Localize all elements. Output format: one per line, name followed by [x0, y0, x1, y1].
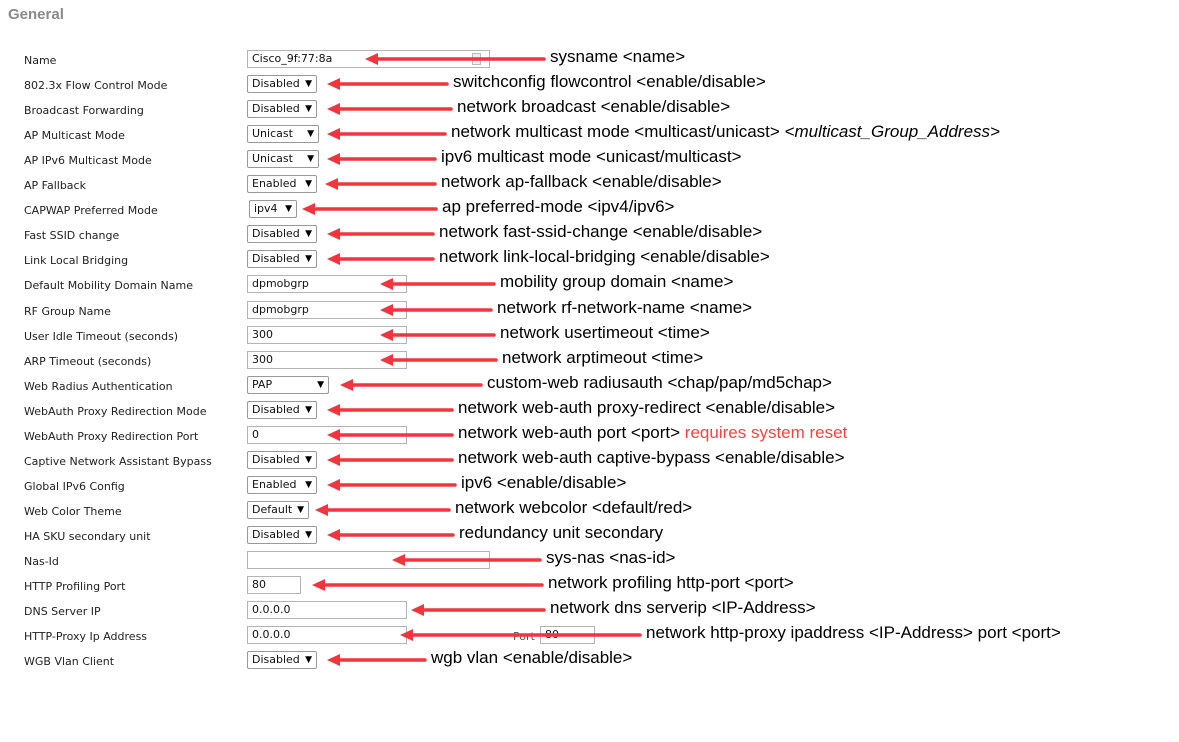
control-value: PAP: [252, 378, 273, 391]
form-row: [0, 173, 1179, 198]
cli-command-annotation: [646, 623, 1061, 643]
field-label: Captive Network Assistant Bypass: [24, 455, 212, 468]
control-value: Disabled: [252, 102, 300, 115]
form-row: [0, 148, 1179, 173]
cli-command-annotation: [431, 648, 632, 668]
cli-command-annotation: [451, 122, 1000, 142]
form-row: [0, 248, 1179, 273]
control-value: Disabled: [252, 403, 300, 416]
cli-command-text: network arptimeout <time>: [502, 348, 704, 367]
cli-command-annotation: [550, 47, 685, 67]
cli-command-text: sysname <name>: [550, 47, 686, 66]
control-value: Disabled: [252, 528, 300, 541]
cli-command-text: network profiling http-port <port>: [548, 573, 794, 592]
form-row: [0, 73, 1179, 98]
cli-command-text: network web-auth port <port>: [458, 423, 685, 442]
chevron-down-icon: ▼: [305, 655, 312, 665]
form-row: [0, 349, 1179, 374]
capwap-preferred-mode-select[interactable]: [249, 200, 297, 218]
chevron-down-icon: ▼: [305, 229, 312, 239]
cli-command-text: network usertimeout <time>: [500, 323, 710, 342]
cli-command-text: custom-web radiusauth <chap/pap/md5chap>: [487, 373, 832, 392]
form-row: [0, 574, 1179, 599]
cli-command-text: mobility group domain <name>: [500, 272, 734, 291]
ap-ipv6-multicast-mode-select[interactable]: [247, 150, 319, 168]
webauth-proxy-redirection-port-input[interactable]: [247, 426, 407, 444]
chevron-down-icon: ▼: [317, 380, 324, 390]
field-label: WGB Vlan Client: [24, 655, 115, 668]
chevron-down-icon: ▼: [307, 129, 314, 139]
control-value: 0.0.0.0: [252, 628, 291, 641]
http-proxy-port-input[interactable]: [540, 626, 595, 644]
form-row: [0, 98, 1179, 123]
ap-fallback-select[interactable]: [247, 175, 317, 193]
form-row: [0, 223, 1179, 248]
form-row: [0, 449, 1179, 474]
control-value: 80: [545, 628, 559, 641]
field-label: DNS Server IP: [24, 605, 101, 618]
form-row: [0, 399, 1179, 424]
field-label: WebAuth Proxy Redirection Mode: [24, 405, 207, 418]
section-title: General: [8, 6, 64, 23]
control-value: dpmobgrp: [252, 277, 309, 290]
cli-command-annotation: [500, 272, 733, 292]
cli-command-annotation: [459, 523, 663, 543]
form-row: [0, 424, 1179, 449]
cli-command-annotation: [500, 323, 710, 343]
form-row: [0, 599, 1179, 624]
chevron-down-icon: ▼: [307, 154, 314, 164]
cli-command-text: network web-auth captive-bypass <enable/disable>: [458, 448, 845, 467]
field-label: Broadcast Forwarding: [24, 104, 144, 117]
cli-command-text: network ap-fallback <enable/disable>: [441, 172, 722, 191]
form-row: [0, 549, 1179, 574]
field-label: CAPWAP Preferred Mode: [24, 204, 158, 217]
input-scroll-icon: [472, 53, 481, 65]
field-label: ARP Timeout (seconds): [24, 355, 152, 368]
cli-command-annotation: [458, 448, 845, 468]
control-value: ipv4: [254, 202, 278, 215]
cli-command-text: ipv6 multicast mode <unicast/multicast>: [441, 147, 742, 166]
chevron-down-icon: ▼: [305, 530, 312, 540]
wgb-vlan-client-select[interactable]: [247, 651, 317, 669]
cli-command-annotation: [546, 548, 675, 568]
field-label: HTTP Profiling Port: [24, 580, 126, 593]
field-label: HA SKU secondary unit: [24, 530, 151, 543]
name-input[interactable]: [247, 50, 490, 68]
http-proxy-ip-address-input[interactable]: [247, 626, 407, 644]
cli-command-annotation: [455, 498, 692, 518]
cli-command-annotation: [497, 298, 752, 318]
form-row: [0, 624, 1179, 649]
cli-command-text: redundancy unit secondary: [459, 523, 664, 542]
chevron-down-icon: ▼: [305, 405, 312, 415]
form-row: [0, 499, 1179, 524]
user-idle-timeout-seconds-input[interactable]: [247, 326, 407, 344]
chevron-down-icon: ▼: [297, 505, 304, 515]
cli-command-text: ap preferred-mode <ipv4/ipv6>: [442, 197, 675, 216]
http-profiling-port-input[interactable]: [247, 576, 301, 594]
cli-command-annotation: [461, 473, 626, 493]
control-value: Unicast: [252, 152, 293, 165]
form-row: [0, 649, 1179, 674]
form-row: [0, 324, 1179, 349]
cli-command-text: wgb vlan <enable/disable>: [431, 648, 633, 667]
cli-command-annotation: [453, 72, 766, 92]
field-label: Fast SSID change: [24, 229, 120, 242]
global-ipv6-config-select[interactable]: [247, 476, 317, 494]
dns-server-ip-input[interactable]: [247, 601, 407, 619]
field-label: User Idle Timeout (seconds): [24, 330, 179, 343]
control-value: 0.0.0.0: [252, 603, 291, 616]
field-label: Name: [24, 54, 57, 67]
field-label: Default Mobility Domain Name: [24, 279, 194, 292]
cli-command-text: network http-proxy ipaddress <IP-Address> port <port>: [646, 623, 1061, 642]
control-value: Disabled: [252, 227, 300, 240]
control-value: 300: [252, 353, 273, 366]
form-row: [0, 374, 1179, 399]
cli-command-text: network rf-network-name <name>: [497, 298, 753, 317]
control-value: Disabled: [252, 77, 300, 90]
field-label: Global IPv6 Config: [24, 480, 125, 493]
control-value: 0: [252, 428, 259, 441]
rf-group-name-input[interactable]: [247, 301, 407, 319]
cli-command-annotation: [442, 197, 674, 217]
field-label: HTTP-Proxy Ip Address: [24, 630, 148, 643]
chevron-down-icon: ▼: [305, 480, 312, 490]
control-value: 80: [252, 578, 266, 591]
cli-command-text: network broadcast <enable/disable>: [457, 97, 731, 116]
cli-command-annotation: [439, 247, 770, 267]
cli-command-text: network dns serverip <IP-Address>: [550, 598, 816, 617]
cli-command-annotation: [441, 172, 722, 192]
cli-command-annotation: [487, 373, 832, 393]
fast-ssid-change-select[interactable]: [247, 225, 317, 243]
field-label: Web Color Theme: [24, 505, 122, 518]
captive-network-assistant-bypass-select[interactable]: [247, 451, 317, 469]
cli-command-annotation: [458, 423, 847, 443]
link-local-bridging-select[interactable]: [247, 250, 317, 268]
chevron-down-icon: ▼: [305, 104, 312, 114]
chevron-down-icon: ▼: [305, 455, 312, 465]
chevron-down-icon: ▼: [305, 179, 312, 189]
cli-command-annotation: [548, 573, 794, 593]
cli-command-text: switchconfig flowcontrol <enable/disable>: [453, 72, 766, 91]
cli-command-text: network webcolor <default/red>: [455, 498, 693, 517]
webauth-proxy-redirection-mode-select[interactable]: [247, 401, 317, 419]
cli-command-text: network fast-ssid-change <enable/disable>: [439, 222, 763, 241]
web-color-theme-select[interactable]: [247, 501, 309, 519]
field-label: RF Group Name: [24, 305, 111, 318]
cli-command-annotation: [441, 147, 741, 167]
default-mobility-domain-name-input[interactable]: [247, 275, 407, 293]
port-label: Port: [513, 630, 535, 643]
cli-command-annotation: [457, 97, 730, 117]
control-value: Enabled: [252, 177, 297, 190]
form-row: [0, 198, 1179, 223]
control-value: Default: [252, 503, 293, 516]
field-label: 802.3x Flow Control Mode: [24, 79, 168, 92]
control-value: dpmobgrp: [252, 303, 309, 316]
form-row: [0, 299, 1179, 324]
cli-command-annotation: [502, 348, 703, 368]
control-value: Enabled: [252, 478, 297, 491]
reset-warning-note: requires system reset: [684, 423, 848, 442]
form-row: [0, 273, 1179, 298]
chevron-down-icon: ▼: [285, 204, 292, 214]
ha-sku-secondary-unit-select[interactable]: [247, 526, 317, 544]
field-label: Web Radius Authentication: [24, 380, 173, 393]
chevron-down-icon: ▼: [305, 79, 312, 89]
form-row: [0, 474, 1179, 499]
form-row: [0, 524, 1179, 549]
cli-command-annotation: [439, 222, 762, 242]
arp-timeout-seconds-input[interactable]: [247, 351, 407, 369]
802-3x-flow-control-mode-select[interactable]: [247, 75, 317, 93]
control-value: Unicast: [252, 127, 293, 140]
control-value: Cisco_9f:77:8a: [252, 52, 333, 65]
cli-command-text: ipv6 <enable/disable>: [461, 473, 627, 492]
cli-command-text: network link-local-bridging <enable/disable>: [439, 247, 770, 266]
control-value: Disabled: [252, 453, 300, 466]
ap-multicast-mode-select[interactable]: [247, 125, 319, 143]
cli-command-param: <multicast_Group_Address>: [784, 122, 1000, 141]
web-radius-authentication-select[interactable]: [247, 376, 329, 394]
broadcast-forwarding-select[interactable]: [247, 100, 317, 118]
cli-command-text: sys-nas <nas-id>: [546, 548, 676, 567]
field-label: WebAuth Proxy Redirection Port: [24, 430, 199, 443]
field-label: Nas-Id: [24, 555, 59, 568]
form-row: [0, 48, 1179, 73]
control-value: Disabled: [252, 252, 300, 265]
field-label: AP Multicast Mode: [24, 129, 125, 142]
field-label: Link Local Bridging: [24, 254, 129, 267]
field-label: AP Fallback: [24, 179, 86, 192]
field-label: AP IPv6 Multicast Mode: [24, 154, 152, 167]
cli-command-annotation: [458, 398, 835, 418]
form-row: [0, 123, 1179, 148]
nas-id-input[interactable]: [247, 551, 490, 569]
control-value: 300: [252, 328, 273, 341]
cli-command-text: network web-auth proxy-redirect <enable/disable>: [458, 398, 836, 417]
cli-command-text: network multicast mode <multicast/unicast>: [451, 122, 785, 141]
control-value: Disabled: [252, 653, 300, 666]
chevron-down-icon: ▼: [305, 254, 312, 264]
cli-command-annotation: [550, 598, 816, 618]
